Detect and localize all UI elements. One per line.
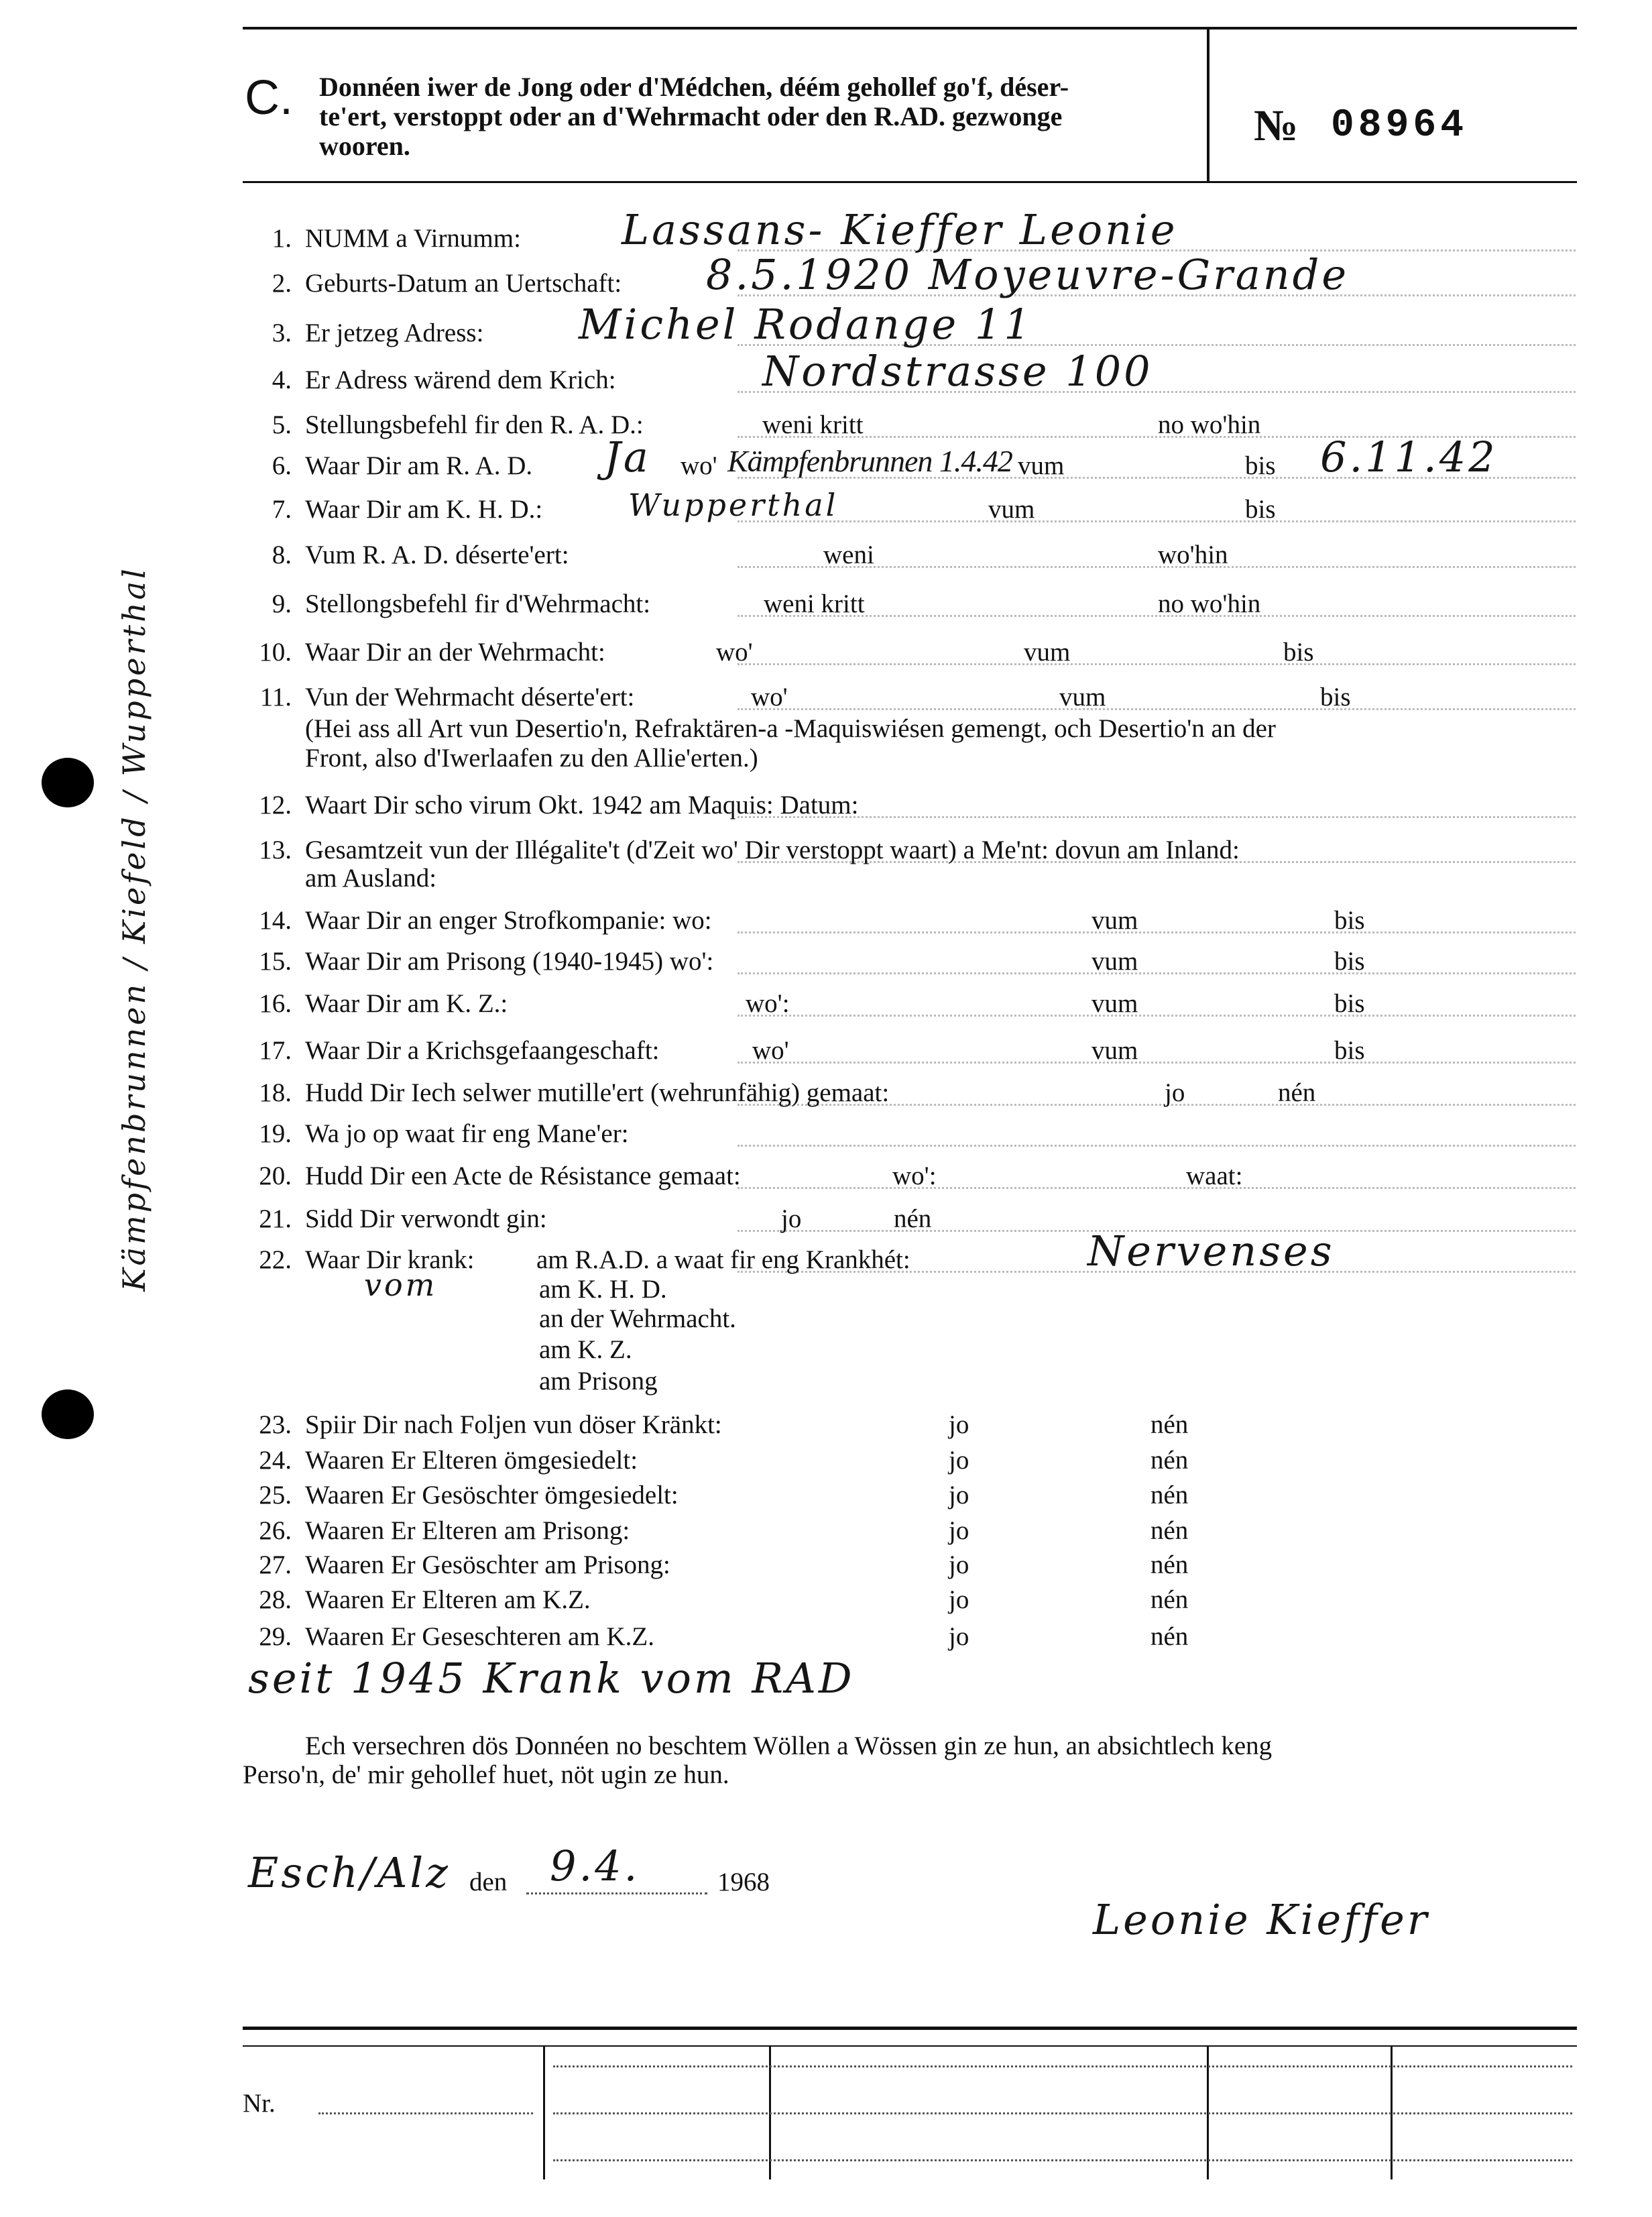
row-label: Waaren Er Elteren ömgesiedelt: (305, 1446, 638, 1475)
handwritten-entry: Nordstrasse 100 (762, 347, 1153, 396)
header-divider-vertical (1207, 27, 1210, 182)
field-label: nén (1278, 1078, 1316, 1107)
handwritten-entry: 6.11.42 (1320, 433, 1498, 481)
field-label: vum (1059, 683, 1106, 712)
row-number: 13. (259, 836, 292, 864)
row-label: Stellongsbefehl fir d'Wehrmacht: (305, 589, 651, 618)
row-number: 15. (259, 947, 292, 976)
row-number: 27. (259, 1550, 292, 1579)
field-label: nén (1150, 1585, 1189, 1614)
row-label: Er Adress wärend dem Krich: (305, 365, 616, 394)
field-label: jo (949, 1410, 969, 1439)
row-label: Waaren Er Elteren am K.Z. (305, 1585, 591, 1614)
row-label: (Hei ass all Art vun Desertio'n, Refraktären-a -Maquiswiésen gemengt, och Desertio'n an der (305, 714, 1276, 743)
header-title-line-2: te'ert, verstoppt oder an d'Wehrmacht oder den R.AD. gezwonge (319, 101, 1063, 131)
signature: Leonie Kieffer (1093, 1895, 1430, 1944)
footer-dotted-row (553, 2065, 1572, 2067)
field-label: vum (1092, 906, 1138, 935)
field-label: no wo'hin (1158, 410, 1261, 439)
signoff-den: den (469, 1868, 508, 1896)
field-label: wo' (751, 683, 788, 712)
row-number: 12. (259, 791, 292, 819)
handwritten-entry: Ja (604, 433, 651, 481)
field-label: vum (1092, 989, 1138, 1018)
row-number: 2. (272, 269, 292, 298)
row-number: 22. (259, 1245, 292, 1274)
row-label: Waaren Er Gesöschter ömgesiedelt: (305, 1481, 678, 1510)
field-label: jo (949, 1446, 969, 1475)
row-number: 28. (259, 1585, 292, 1614)
form-number: 08964 (1331, 104, 1468, 148)
field-label: vum (1092, 1036, 1138, 1065)
row-label: Er jetzeg Adress: (305, 319, 484, 347)
punch-hole (42, 758, 94, 807)
field-label: bis (1283, 638, 1314, 667)
field-label: wo' (752, 1036, 789, 1065)
field-label: nén (1150, 1516, 1189, 1545)
field-label: weni kritt (764, 589, 865, 618)
row-label: Waart Dir scho virum Okt. 1942 am Maquis: Datum: (305, 791, 859, 819)
field-label: nén (1150, 1550, 1189, 1579)
row-label: Waar Dir an der Wehrmacht: (305, 638, 605, 667)
field-label: jo (949, 1550, 969, 1579)
footer-col-divider (543, 2045, 545, 2179)
field-label: waat: (1186, 1161, 1243, 1190)
row-number: 10. (259, 638, 292, 667)
dotted-leader (738, 520, 1576, 522)
dotted-leader (738, 1187, 1576, 1189)
field-label: an der Wehrmacht. (539, 1304, 736, 1333)
field-label: bis (1245, 451, 1276, 480)
field-label: vum (1018, 451, 1065, 480)
field-label: wo'hin (1158, 541, 1228, 569)
field-label: bis (1320, 683, 1351, 712)
row-number: 17. (259, 1036, 292, 1065)
field-label: jo (949, 1622, 969, 1651)
row-label: Sidd Dir verwondt gin: (305, 1204, 547, 1233)
row-label: Waaren Er Gesöschter am Prisong: (305, 1550, 670, 1579)
field-label: bis (1334, 906, 1365, 935)
dotted-leader (738, 708, 1576, 710)
field-label: nén (1150, 1410, 1189, 1439)
field-label: bis (1334, 1036, 1365, 1065)
row-number: 26. (259, 1516, 292, 1545)
declaration-line-1: Ech versechren dös Donnéen no beschtem Wöllen a Wössen gin ze hun, an absichtlech keng (305, 1731, 1273, 1760)
field-label: bis (1334, 989, 1365, 1018)
row-label: Stellungsbefehl fir den R. A. D.: (305, 410, 644, 439)
footer-dotted-row (553, 2112, 1572, 2114)
dotted-leader (738, 1015, 1576, 1017)
row-number: 6. (272, 451, 292, 480)
handwritten-entry: Wupperthal (628, 487, 839, 523)
handwritten-entry: 8.5.1920 Moyeuvre-Grande (706, 250, 1350, 299)
row-number: 16. (259, 989, 292, 1018)
header-bottom-border (243, 181, 1577, 183)
field-label: no wo'hin (1158, 589, 1261, 618)
signoff-date: 9.4. (550, 1841, 640, 1890)
handwritten-note: seit 1945 Krank vom RAD (248, 1654, 855, 1703)
field-label: bis (1245, 495, 1276, 524)
row-label: Waar Dir krank: (305, 1245, 475, 1274)
row-label: Hudd Dir een Acte de Résistance gemaat: (305, 1161, 741, 1190)
row-number: 23. (259, 1410, 292, 1439)
field-label: jo (949, 1585, 969, 1614)
field-label: am K. H. D. (539, 1275, 667, 1304)
field-label: jo (781, 1204, 802, 1233)
handwritten-entry: Lassans- Kieffer Leonie (622, 205, 1178, 254)
row-label: Gesamtzeit vun der Illégalite't (d'Zeit wo' Dir verstoppt waart) a Me'nt: dovun am Inland: (305, 836, 1240, 864)
row-label: Waar Dir am K. H. D.: (305, 495, 543, 524)
row-label: Front, also d'Iwerlaafen zu den Allie'erten.) (305, 744, 758, 773)
field-label: wo' (681, 451, 717, 480)
handwritten-entry: Nervenses (1087, 1227, 1335, 1275)
field-label: wo': (746, 989, 790, 1018)
field-label: vum (988, 495, 1035, 524)
dotted-leader (738, 931, 1576, 933)
field-label: nén (1150, 1481, 1189, 1510)
footer-top-border-2 (243, 2045, 1577, 2047)
handwritten-entry: Michel Rodange 11 (579, 300, 1033, 349)
header-title-line-3: wooren. (319, 131, 410, 161)
row-label: Waar Dir am Prisong (1940-1945) wo': (305, 947, 714, 976)
row-number: 5. (272, 410, 292, 439)
handwritten-entry: vom (364, 1267, 438, 1303)
row-label: Waar Dir a Krichsgefaangeschaft: (305, 1036, 660, 1065)
row-number: 21. (259, 1204, 292, 1233)
row-label: Geburts-Datum an Uertschaft: (305, 269, 622, 298)
handwritten-entry: Kämpfenbrunnen 1.4.42 (727, 444, 1012, 478)
dotted-leader (738, 1145, 1576, 1147)
row-number: 8. (272, 541, 292, 569)
declaration-line-2: Perso'n, de' mir gehollef huet, nöt ugin ze hun. (243, 1760, 729, 1789)
row-number: 14. (259, 906, 292, 935)
field-label: weni kritt (762, 410, 864, 439)
field-label: weni (823, 541, 874, 569)
row-label: am Ausland: (305, 864, 437, 893)
row-number: 9. (272, 589, 292, 618)
date-leader (526, 1892, 707, 1894)
row-number: 7. (272, 495, 292, 524)
row-label: Vun der Wehrmacht déserte'ert: (305, 683, 635, 712)
field-label: am Prisong (539, 1367, 658, 1396)
field-label: am K. Z. (539, 1335, 632, 1364)
row-number: 3. (272, 319, 292, 347)
row-number: 18. (259, 1078, 292, 1107)
field-label: vum (1092, 947, 1138, 976)
field-label: wo': (892, 1161, 937, 1190)
footer-dotted-row (553, 2159, 1572, 2161)
field-label: nén (1150, 1622, 1189, 1651)
row-label: Waar Dir am K. Z.: (305, 989, 508, 1018)
field-label: wo' (716, 638, 753, 667)
row-number: 1. (272, 224, 292, 253)
row-number: 4. (272, 365, 292, 394)
section-letter: C. (245, 71, 293, 125)
row-label: Spiir Dir nach Foljen vun döser Kränkt: (305, 1410, 722, 1439)
row-number: 20. (259, 1161, 292, 1190)
footer-top-border (243, 2027, 1577, 2030)
row-label: Waar Dir am R. A. D. (305, 451, 533, 480)
footer-nr-label: Nr. (243, 2089, 276, 2118)
field-label: am R.A.D. a waat fir eng Krankhét: (536, 1245, 910, 1274)
row-label: Hudd Dir Iech selwer mutille'ert (wehrunfähig) gemaat: (305, 1078, 890, 1107)
row-number: 19. (259, 1119, 292, 1148)
row-number: 25. (259, 1481, 292, 1510)
row-number: 11. (259, 683, 292, 712)
row-label: NUMM a Virnumm: (305, 224, 521, 253)
dotted-leader (738, 1062, 1576, 1064)
field-label: jo (949, 1516, 969, 1545)
dotted-leader (738, 816, 1576, 818)
dotted-leader (738, 972, 1576, 974)
field-label: vum (1024, 638, 1071, 667)
field-label: jo (1165, 1078, 1185, 1107)
header-title-line-1: Donnéen iwer de Jong oder d'Médchen, déém gehollef go'f, déser- (319, 72, 1069, 102)
dotted-leader (738, 663, 1576, 665)
row-number: 24. (259, 1446, 292, 1475)
row-label: Waar Dir an enger Strofkompanie: wo: (305, 906, 712, 935)
signoff-year: 1968 (717, 1868, 770, 1896)
field-label: jo (949, 1481, 969, 1510)
number-symbol: № (1254, 101, 1299, 150)
footer-nr-leader (318, 2112, 533, 2114)
row-label: Vum R. A. D. déserte'ert: (305, 541, 569, 569)
field-label: nén (1150, 1446, 1189, 1475)
signoff-place: Esch/Alz (248, 1848, 451, 1897)
margin-handwritten-note: Kämpfenbrunnen / Kiefeld / Wupperthal (116, 566, 152, 1292)
row-label: Waaren Er Geseschteren am K.Z. (305, 1622, 654, 1651)
row-label: Wa jo op waat fir eng Mane'er: (305, 1119, 629, 1148)
top-border (243, 27, 1577, 30)
row-label: Waaren Er Elteren am Prisong: (305, 1516, 630, 1545)
row-number: 29. (259, 1622, 292, 1651)
field-label: bis (1334, 947, 1365, 976)
punch-hole (42, 1389, 94, 1439)
field-label: nén (894, 1204, 932, 1233)
